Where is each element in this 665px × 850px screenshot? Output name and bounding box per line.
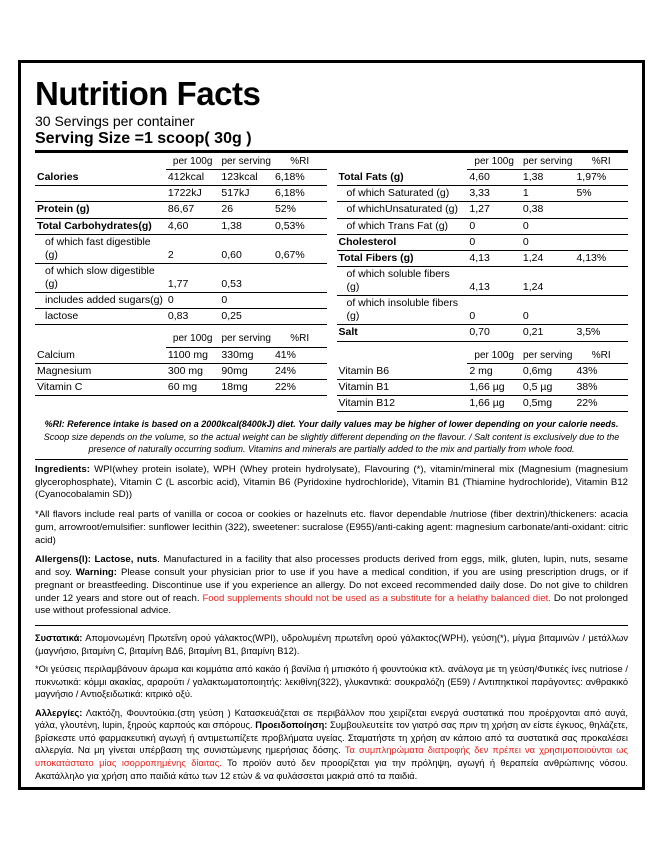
row-label: Cholesterol (337, 234, 468, 250)
row-label: Vitamin B6 (337, 364, 468, 380)
table-row (35, 186, 327, 202)
row-label: lactose (35, 309, 166, 325)
row-value-ri (574, 202, 628, 218)
greek-ingredients-paragraph (35, 632, 628, 657)
row-label: Vitamin B12 (337, 396, 468, 412)
row-value-per100g: 1,27 (467, 202, 521, 218)
greek-allergens-label: Αλλεργίες: (35, 707, 83, 718)
table-row (337, 380, 629, 396)
row-value-per100g: 0 (467, 218, 521, 234)
row-value-per-serving: 1,24 (521, 250, 575, 266)
allergens-text: . Manufactured in a facility that also processes products derived from eggs, milk, gluten, lupin, nuts, sesame and soy. (35, 554, 628, 579)
greek-ingredients-label: Συστατικά: (35, 633, 83, 644)
greek-allergens-paragraph (35, 707, 628, 782)
table-row (337, 364, 629, 380)
row-label: Calories (35, 170, 166, 186)
page-title: Nutrition Facts (35, 75, 261, 112)
row-value-per100g: 1100 mg (166, 347, 220, 363)
row-value-per-serving: 0,5 µg (521, 380, 575, 396)
greek-red-note: Τα συμπληρώματα διατροφής δεν πρέπει να χρησιμοποιούνται ως υποκατάστατο μίας ισορροπημένης δίαιτας. (35, 745, 628, 768)
table-row (35, 347, 327, 363)
greek-flavors-note: *Οι γεύσεις περιλαμβάνουν άρωμα και κομμάτια από κακάο ή βανίλια ή μπισκότο ή φουντούκια κτλ. ανάλογα με τη γεύση/Φυτικές ίνες nutriose / πυκνωτικά: κόμμι ακακίας, αραρούτι / γαλακτωματοποιητής: λεκιθίνη(322), γλυκαντικά: σουκραλόζη (Ε59) / Αντιπηκτικοί παράγοντες: ανθρακικό μαγνήσιο / Αντιοξειδωτικά: κιτρικό οξύ. (35, 664, 628, 700)
row-label: Protein (g) (35, 202, 166, 218)
right-minerals-wrap (337, 349, 629, 413)
row-value-per-serving: 0,60 (219, 234, 273, 263)
row-value-per100g: 1,77 (166, 263, 220, 292)
row-label: Total Carbohydrates(g) (35, 218, 166, 234)
row-label: Total Fibers (g) (337, 250, 468, 266)
table-row (337, 218, 629, 234)
warning-label: Warning: (75, 567, 117, 579)
row-value-per-serving: 0,38 (521, 202, 575, 218)
language-divider (35, 625, 628, 626)
row-value-per100g: 2 mg (467, 364, 521, 380)
row-value-ri: 6,18% (273, 186, 327, 202)
row-value-ri: 4,13% (574, 250, 628, 266)
row-label: includes added sugars(g) (35, 293, 166, 309)
greek-ingredients-text: Απομονωμένη Πρωτεΐνη ορού γάλακτος(WPI), υδρολυμένη πρωτεΐνη ορού γάλακτος(WPH), γεύση(*), μίγμα βιταμινών / μετάλλων (μαγνήσιο, βιταμίνη C, βιταμίνη ΒΔ6, βιταμίνη B1, βιταμίνη B12). (35, 633, 628, 656)
right-head-ri: %RI (574, 155, 628, 170)
row-value-ri: 3,5% (574, 325, 628, 341)
footnote-divider (35, 459, 628, 460)
right-head-per100g: per 100g (467, 155, 521, 170)
table-row (337, 396, 629, 412)
row-value-per-serving: 1 (521, 186, 575, 202)
table-row (35, 234, 327, 263)
table-row (337, 250, 629, 266)
left-nutrition-body (35, 170, 327, 325)
left-minerals-wrap (35, 332, 327, 396)
row-value-ri (574, 234, 628, 250)
row-value-per100g: 1,66 µg (467, 396, 521, 412)
table-row (35, 263, 327, 292)
right-min-head-blank (337, 349, 468, 364)
right-nutrition-body (337, 170, 629, 341)
left-min-head-per100g: per 100g (166, 332, 220, 347)
row-value-ri (574, 266, 628, 295)
header-divider (35, 150, 628, 153)
row-value-per-serving: 0 (521, 218, 575, 234)
allergens-paragraph (35, 554, 628, 618)
right-column (337, 155, 629, 413)
row-value-per-serving: 0 (521, 234, 575, 250)
row-value-per-serving: 26 (219, 202, 273, 218)
row-value-per100g: 4,60 (467, 170, 521, 186)
row-value-per100g: 4,13 (467, 266, 521, 295)
row-value-per100g: 60 mg (166, 380, 220, 396)
row-value-per100g: 0,70 (467, 325, 521, 341)
row-label: of which insoluble fibers (g) (337, 296, 468, 325)
row-value-per100g: 2 (166, 234, 220, 263)
row-value-per-serving: 1,24 (521, 266, 575, 295)
greek-tail: Το προϊόν αυτό δεν προορίζεται για την πρόληψη, αγωγή ή θεραπεία ανθρώπινης νόσου. Ακατάλληλο για χρήση απο παιδιά κάτω των 12 ετών & να φυλάσσεται μακριά από τα παιδιά. (35, 757, 628, 781)
left-head-per100g: per 100g (166, 155, 220, 170)
left-min-head-blank (35, 332, 166, 347)
greek-allergens-text: Λακτόζη, Φουντούκια.(στη γεύση ) Κατασκευάζεται σε περιβάλλον που χειρίζεται ενεργά συστατικά που προέρχονται από αυγά, γάλα, γλουτένη, lupin, ξηρούς καρπούς και σπόρους. (35, 707, 628, 731)
row-label: Calcium (35, 347, 166, 363)
row-value-per-serving: 1,38 (219, 218, 273, 234)
row-value-per-serving: 517kJ (219, 186, 273, 202)
greek-warning-text: Συμβουλευτείτε τον γιατρό σας πριν τη χρήση αν είστε έγκυος, θηλάζετε, βρίσκεστε υπό φαρμακευτική αγωγή ή αντιμετωπίζετε προβλήματα υγείας. Σταματήστε τη χρήση αν κάποιο από τα συστατικά σας προκαλέσει αλλεργία. Να μη γίνεται υπέρβαση της συνιστώμενης ημερήσιας δόσης. (35, 720, 629, 756)
warning-text: Please consult your physician prior to use if you have a medical condition, if you are using prescription drugs, or if pregnant or breastfeeding. Discontinue use if you experience an allergy. Do not exceed recommended daily dose. Do not give to children under 12 years and store out of reach. (35, 567, 628, 604)
row-value-per100g: 0 (467, 234, 521, 250)
row-label: of which Trans Fat (g) (337, 218, 468, 234)
left-head-blank (35, 155, 166, 170)
table-row (35, 170, 327, 186)
row-value-per-serving: 0,25 (219, 309, 273, 325)
row-value-per-serving: 123kcal (219, 170, 273, 186)
right-head-perserving: per serving (521, 155, 575, 170)
table-row (337, 296, 629, 325)
left-column (35, 155, 327, 413)
left-minerals-body (35, 347, 327, 395)
row-value-per-serving: 0,21 (521, 325, 575, 341)
main-tables (35, 155, 628, 413)
row-value-per-serving: 0,6mg (521, 364, 575, 380)
row-value-ri: 38% (574, 380, 628, 396)
allergens-red-note: Food supplements should not be used as a substitute for a helathy balanced diet. (202, 592, 551, 604)
row-value-per-serving: 0 (521, 296, 575, 325)
table-row (35, 380, 327, 396)
row-value-per100g: 4,60 (166, 218, 220, 234)
row-value-per-serving: 330mg (219, 347, 273, 363)
left-nutrition-table (35, 155, 327, 326)
allergens-label: Allergens(l): (35, 554, 91, 566)
row-value-per100g: 1,66 µg (467, 380, 521, 396)
row-value-ri (273, 293, 327, 309)
table-row (35, 364, 327, 380)
row-value-ri: 1,97% (574, 170, 628, 186)
serving-size: Serving Size =1 scoop( 30g ) (35, 129, 252, 147)
servings-per-container: 30 Servings per container (35, 112, 195, 129)
row-value-ri: 52% (273, 202, 327, 218)
row-value-ri: 0,67% (273, 234, 327, 263)
ingredients-label: Ingredients: (35, 463, 90, 475)
row-value-per100g: 412kcal (166, 170, 220, 186)
footnote-line-1: %RI: Reference intake is based on a 2000kcal(8400kJ) diet. Your daily values may be higher of lower depending on your calorie needs. (44, 419, 619, 430)
row-label (35, 186, 166, 202)
row-value-per100g: 4,13 (467, 250, 521, 266)
row-value-per100g: 3,33 (467, 186, 521, 202)
table-row (337, 186, 629, 202)
left-minerals-table (35, 332, 327, 396)
row-value-per-serving: 0,5mg (521, 396, 575, 412)
flavors-note: *All flavors include real parts of vanilla or cocoa or cookies or hazelnuts etc. flavor dependable /nutriose (fiber dextrin)/thickeners: acacia gum, arrowroot/emulsifier: sunflower lecithin (322), sweetener: sucralose (E955)/anti-caking agent: magnesium carbonate/anti-oxidant: citric acid) (35, 509, 628, 546)
left-head-perserving: per serving (219, 155, 273, 170)
ingredients-text: WPI(whey protein isolate), WPH (Whey protein hydrolysate), Flavouring (*), vitamin/mineral mix (Magnesium (magnesium glycerophosphate), Vitamin C (L ascorbic acid), Vitamin B6 (Pyridoxine hydrochloride), Vitamin B1 (Thiamine hydrochloride), Vitamin B12 (Cyanocobalamin SD)) (35, 463, 628, 501)
row-label: Vitamin B1 (337, 380, 468, 396)
row-label: of whichUnsaturated (g) (337, 202, 468, 218)
row-value-ri (574, 218, 628, 234)
table-row (337, 202, 629, 218)
row-value-per-serving: 0,53 (219, 263, 273, 292)
row-value-ri (273, 263, 327, 292)
row-value-per-serving: 18mg (219, 380, 273, 396)
row-value-per100g: 0,83 (166, 309, 220, 325)
table-row (337, 170, 629, 186)
row-value-per-serving: 0 (219, 293, 273, 309)
table-row (35, 293, 327, 309)
right-min-head-ri: %RI (574, 349, 628, 364)
right-head-blank (337, 155, 468, 170)
footnote-line-2: Scoop size depends on the volume, so the actual weight can be slightly different depending on the flavour. / Salt content is exclusively due to the presence of naturally occurring sodium. Vitamins and minerals are partially added to the mix and partially from whole food. (43, 431, 620, 454)
row-value-ri: 43% (574, 364, 628, 380)
row-value-ri (574, 296, 628, 325)
left-head-ri: %RI (273, 155, 327, 170)
row-label: of which soluble fibers (g) (337, 266, 468, 295)
right-min-head-perserving: per serving (521, 349, 575, 364)
left-min-head-perserving: per serving (219, 332, 273, 347)
table-row (35, 218, 327, 234)
row-value-per100g: 0 (166, 293, 220, 309)
row-value-per-serving: 1,38 (521, 170, 575, 186)
row-value-per100g: 300 mg (166, 364, 220, 380)
greek-warning-label: Προειδοποίηση: (255, 720, 328, 731)
ingredients-paragraph (35, 464, 628, 502)
row-value-ri: 0,53% (273, 218, 327, 234)
row-value-ri: 5% (574, 186, 628, 202)
row-value-ri (273, 309, 327, 325)
reference-intake-footnote (37, 418, 626, 454)
right-minerals-body (337, 364, 629, 412)
row-label: Total Fats (g) (337, 170, 468, 186)
left-min-head-ri: %RI (273, 332, 327, 347)
right-minerals-table (337, 349, 629, 413)
nutrition-facts-panel (18, 60, 645, 790)
row-value-per100g: 1722kJ (166, 186, 220, 202)
table-row (337, 234, 629, 250)
row-label: Vitamin C (35, 380, 166, 396)
row-value-per100g: 86,67 (166, 202, 220, 218)
row-value-ri: 22% (574, 396, 628, 412)
right-nutrition-table (337, 155, 629, 342)
right-min-head-per100g: per 100g (467, 349, 521, 364)
row-value-per-serving: 90mg (219, 364, 273, 380)
row-label: Salt (337, 325, 468, 341)
row-label: of which Saturated (g) (337, 186, 468, 202)
row-value-ri: 41% (273, 347, 327, 363)
table-row (337, 266, 629, 295)
table-row (337, 325, 629, 341)
allergens-tail: Do not prolonged use without professional advice. (35, 592, 628, 617)
table-row (35, 202, 327, 218)
row-value-ri: 22% (273, 380, 327, 396)
row-value-per100g: 0 (467, 296, 521, 325)
allergens-items: Lactose, nuts (94, 554, 158, 566)
row-value-ri: 24% (273, 364, 327, 380)
row-label: of which fast digestible (g) (35, 234, 166, 263)
row-value-ri: 6,18% (273, 170, 327, 186)
row-label: Magnesium (35, 364, 166, 380)
table-row (35, 309, 327, 325)
row-label: of which slow digestible (g) (35, 263, 166, 292)
